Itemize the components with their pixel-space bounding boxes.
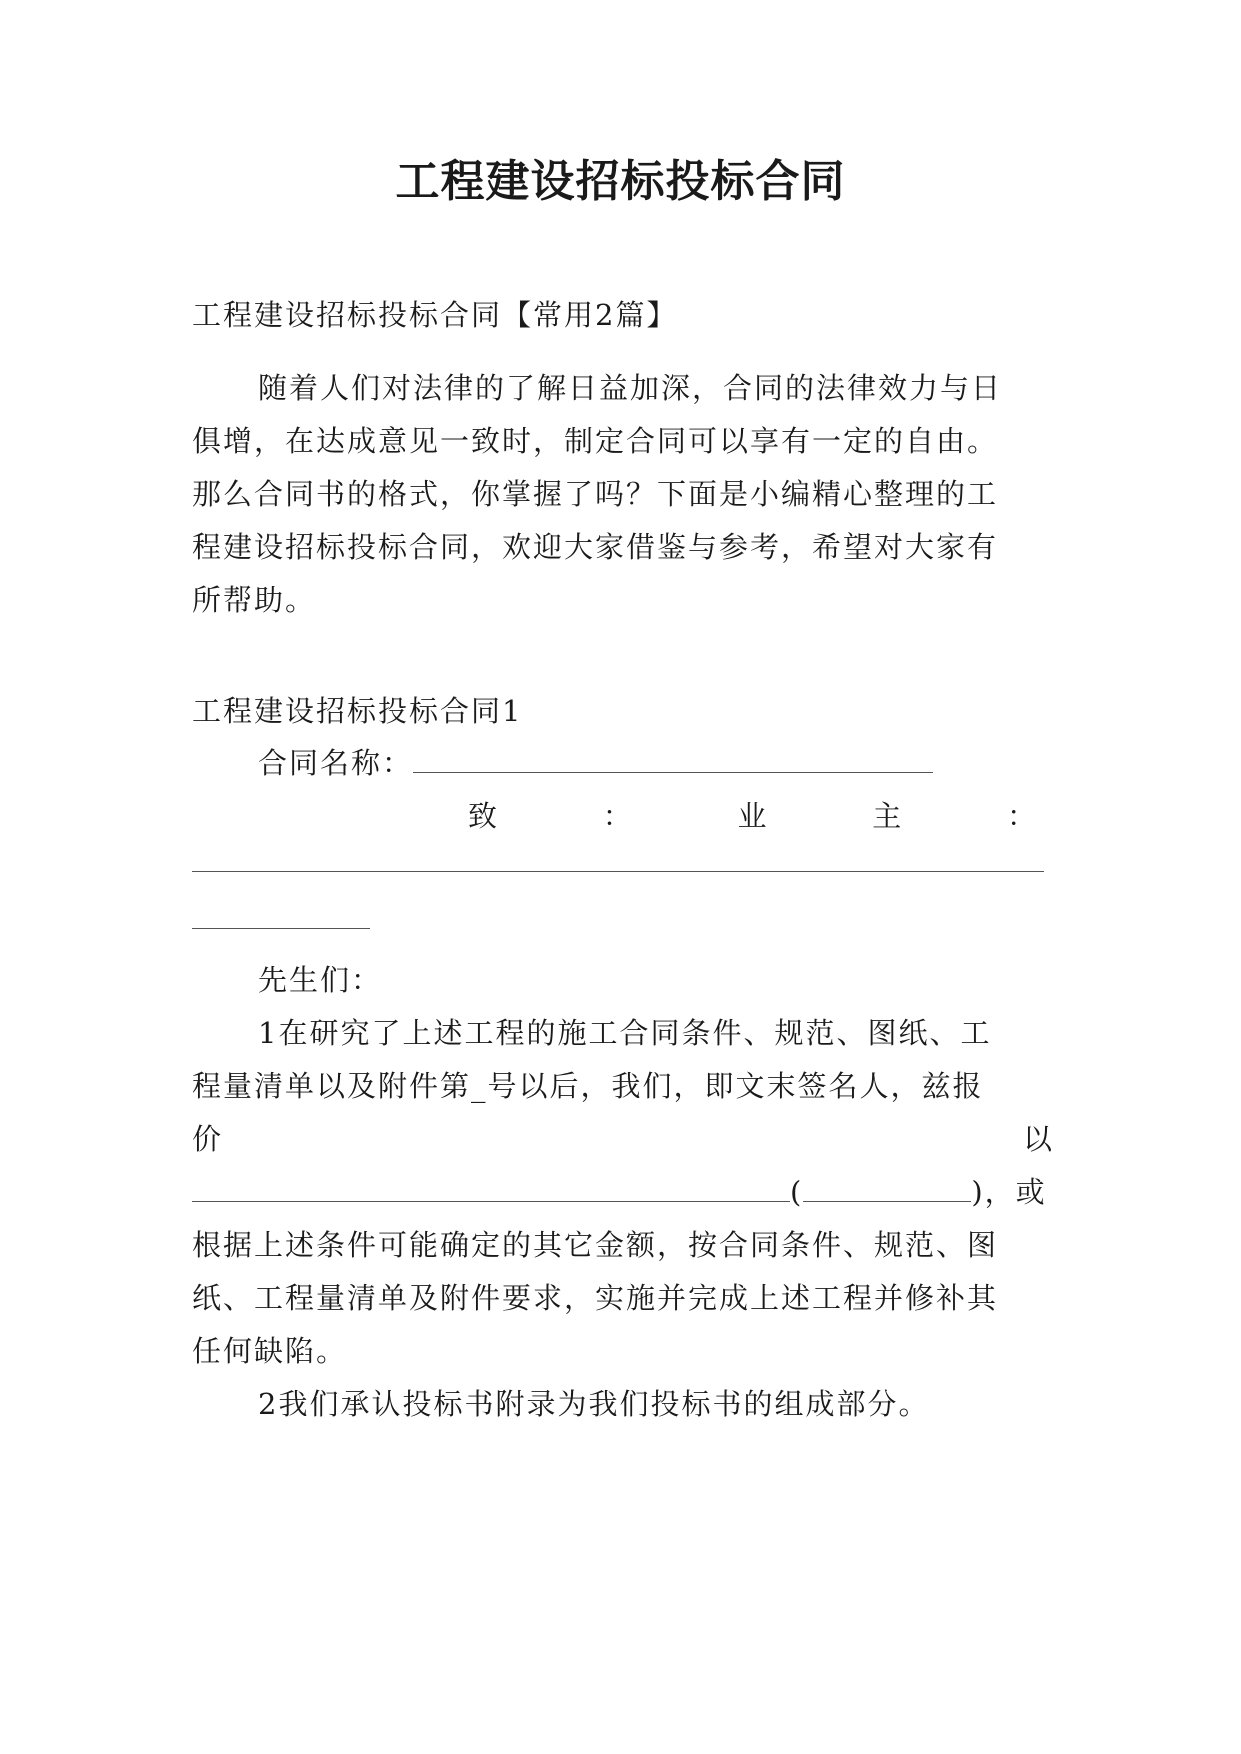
intro-line-2: 俱增，在达成意见一致时，制定合同可以享有一定的自由。	[192, 424, 999, 458]
clause1-line-2: 程量清单以及附件第_号以后，我们，即文末签名人，兹报	[192, 1069, 984, 1103]
amount-figures-blank	[803, 1173, 971, 1202]
clause1-line-3	[192, 1119, 1054, 1159]
clause1-line-6: 纸、工程量清单及附件要求，实施并完成上述工程并修补其	[192, 1281, 999, 1315]
paren-open: (	[790, 1175, 804, 1209]
owner-colon: ：	[1006, 799, 1038, 833]
owner-blank-line-2	[192, 928, 370, 929]
intro-line-5: 所帮助。	[192, 583, 317, 617]
section-heading: 工程建设招标投标合同1	[192, 694, 523, 728]
owner-char-2: 主	[872, 799, 904, 833]
clause1-amount-row	[192, 1172, 1047, 1212]
intro-line-1: 随着人们对法律的了解日益加深，合同的法律效力与日	[258, 371, 1003, 405]
by-char: 以	[1022, 1122, 1054, 1156]
price-char: 价	[192, 1122, 224, 1156]
document-subtitle: 工程建设招标投标合同【常用2篇】	[192, 298, 678, 332]
salutation: 先生们：	[258, 963, 383, 997]
owner-blank-line-1	[192, 871, 1044, 872]
amount-words-blank	[192, 1173, 790, 1202]
contract-name-blank	[413, 744, 933, 773]
clause1-line-1: 1在研究了上述工程的施工合同条件、规范、图纸、工	[258, 1016, 992, 1050]
clause1-line-7: 任何缺陷。	[192, 1334, 348, 1368]
paren-close: )，或	[971, 1175, 1047, 1209]
to-colon: ：	[602, 799, 634, 833]
intro-line-4: 程建设招标投标合同，欢迎大家借鉴与参考，希望对大家有	[192, 530, 999, 564]
intro-line-3: 那么合同书的格式，你掌握了吗？下面是小编精心整理的工	[192, 477, 999, 511]
contract-name-label: 合同名称：	[258, 746, 414, 780]
clause1-line-5: 根据上述条件可能确定的其它金额，按合同条件、规范、图	[192, 1228, 999, 1262]
document-title: 工程建设招标投标合同	[395, 156, 846, 207]
to-char: 致	[468, 799, 500, 833]
to-owner-row	[468, 796, 1038, 836]
clause2-line: 2我们承认投标书附录为我们投标书的组成部分。	[258, 1387, 930, 1421]
owner-char-1: 业	[737, 799, 769, 833]
contract-name-row	[258, 743, 933, 783]
